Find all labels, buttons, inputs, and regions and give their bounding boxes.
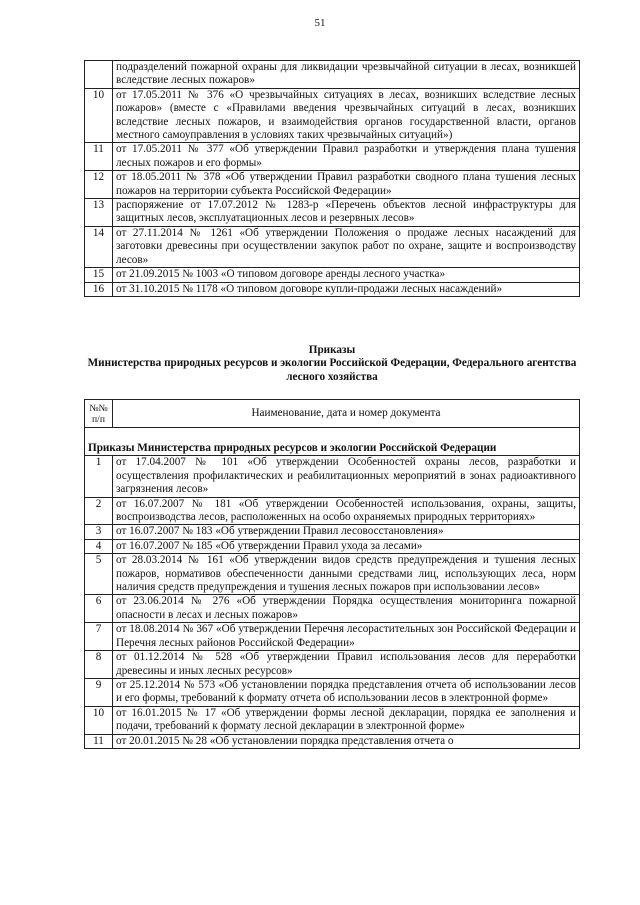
- row-text: от 25.12.2014 № 573 «Об установлении порядка представления отчета об использовании лесов и его формы, требований к формату отчета об использовании лесов в электронной форме»: [113, 678, 580, 706]
- row-number: 1: [85, 456, 113, 497]
- row-text: от 17.05.2011 № 377 «Об утверждении Правил разработки и утверждения плана тушения лесных пожаров и его формы»: [113, 143, 580, 171]
- row-text: от 16.07.2007 № 185 «Об утверждении Правил ухода за лесами»: [113, 539, 580, 553]
- section-title: Приказы Министерства природных ресурсов и экологии Российской Федерации: [85, 428, 580, 456]
- table-row: [85, 497, 580, 525]
- table-row: [85, 678, 580, 706]
- row-number: 9: [85, 678, 113, 706]
- row-number: 11: [85, 734, 113, 748]
- row-number: 15: [85, 268, 113, 282]
- table-row: [85, 61, 580, 89]
- table-header-row: [85, 400, 580, 428]
- row-number: 7: [85, 623, 113, 651]
- row-text: от 16.07.2007 № 181 «Об утверждении Особенностей использования, охраны, защиты, воспроизводства лесов, расположенных на особо охраняемых природных территориях»: [113, 497, 580, 525]
- row-number: 3: [85, 525, 113, 539]
- row-text: от 18.08.2014 № 367 «Об утверждении Перечня лесорастительных зон Российской Федерации и Перечня лесных районов Российской Федерации»: [113, 623, 580, 651]
- row-number: 4: [85, 539, 113, 553]
- row-text: от 21.09.2015 № 1003 «О типовом договоре аренды лесного участка»: [113, 268, 580, 282]
- row-number: 10: [85, 88, 113, 143]
- row-text: от 27.11.2014 № 1261 «Об утверждении Положения о продаже лесных насаждений для заготовки древесины при осуществлении закупок работ по охране, защите и воспроизводству лесов»: [113, 226, 580, 267]
- row-number: 14: [85, 226, 113, 267]
- table-row: [85, 143, 580, 171]
- row-number: 2: [85, 497, 113, 525]
- table-row: [85, 88, 580, 143]
- ministry-orders-table: [84, 399, 580, 749]
- row-number: 6: [85, 595, 113, 623]
- row-number: 8: [85, 651, 113, 679]
- heading-line-2: Министерства природных ресурсов и экологии Российской Федерации, Федерального агентства лесного хозяйства: [87, 357, 577, 383]
- row-text: от 16.07.2007 № 183 «Об утверждении Правил лесовосстановления»: [113, 525, 580, 539]
- row-text: от 17.05.2011 № 376 «О чрезвычайных ситуациях в лесах, возникших вследствие лесных пожаров» (вместе с «Правилами введения чрезвычайных ситуаций в лесах, возникших вследствие лесных пожаров, и взаимодействия органов государственной власти, органов местного самоуправления в условиях таких чрезвычайных ситуаций»): [113, 88, 580, 143]
- table-row: [85, 268, 580, 282]
- row-number: [85, 61, 113, 89]
- row-number: 10: [85, 706, 113, 734]
- table-row: [85, 734, 580, 748]
- table-row: [85, 595, 580, 623]
- table-row: [85, 171, 580, 199]
- table-row: [85, 226, 580, 267]
- row-number: 11: [85, 143, 113, 171]
- table-row: [85, 623, 580, 651]
- row-number: 16: [85, 282, 113, 296]
- header-num: №№ п/п: [85, 400, 113, 428]
- table-row: [85, 456, 580, 497]
- page-number: 51: [314, 17, 326, 29]
- row-number: 13: [85, 199, 113, 227]
- row-number: 12: [85, 171, 113, 199]
- government-decrees-table: [84, 60, 580, 297]
- row-text: от 28.03.2014 № 161 «Об утверждении видов средств предупреждения и тушения лесных пожаров, нормативов обеспеченности данными средствами лиц, использующих леса, норм наличия средств предупреждения и тушения лесных пожаров при использовании лесов»: [113, 554, 580, 595]
- table-row: [85, 282, 580, 296]
- row-text: от 31.10.2015 № 1178 «О типовом договоре купли-продажи лесных насаждений»: [113, 282, 580, 296]
- table-row: [85, 651, 580, 679]
- heading-line-1: Приказы: [308, 344, 356, 356]
- section-heading: [84, 344, 580, 384]
- table-row: [85, 539, 580, 553]
- table-row: [85, 199, 580, 227]
- row-text: распоряжение от 17.07.2012 № 1283-р «Перечень объектов лесной инфраструктуры для защитных лесов, эксплуатационных лесов и резервных лесов»: [113, 199, 580, 227]
- section-title-row: [85, 428, 580, 456]
- row-number: 5: [85, 554, 113, 595]
- table-row: [85, 525, 580, 539]
- table-row: [85, 554, 580, 595]
- row-text: от 18.05.2011 № 378 «Об утверждении Правил разработки сводного плана тушения лесных пожаров на территории субъекта Российской Федерации»: [113, 171, 580, 199]
- row-text: подразделений пожарной охраны для ликвидации чрезвычайной ситуации в лесах, возникшей вследствие лесных пожаров»: [113, 61, 580, 89]
- table-row: [85, 706, 580, 734]
- row-text: от 17.04.2007 № 101 «Об утверждении Особенностей охраны лесов, разработки и осуществления профилактических и реабилитационных мероприятий в зонах радиоактивного загрязнения лесов»: [113, 456, 580, 497]
- row-text: от 20.01.2015 № 28 «Об установлении порядка представления отчета о: [113, 734, 580, 748]
- row-text: от 01.12.2014 № 528 «Об утверждении Правил использования лесов для переработки древесины и иных лесных ресурсов»: [113, 651, 580, 679]
- header-name: Наименование, дата и номер документа: [113, 400, 580, 428]
- row-text: от 16.01.2015 № 17 «Об утверждении формы лесной декларации, порядка ее заполнения и подачи, требований к формату лесной декларации в электронной форме»: [113, 706, 580, 734]
- row-text: от 23.06.2014 № 276 «Об утверждении Порядка осуществления мониторинга пожарной опасности в лесах и лесных пожаров»: [113, 595, 580, 623]
